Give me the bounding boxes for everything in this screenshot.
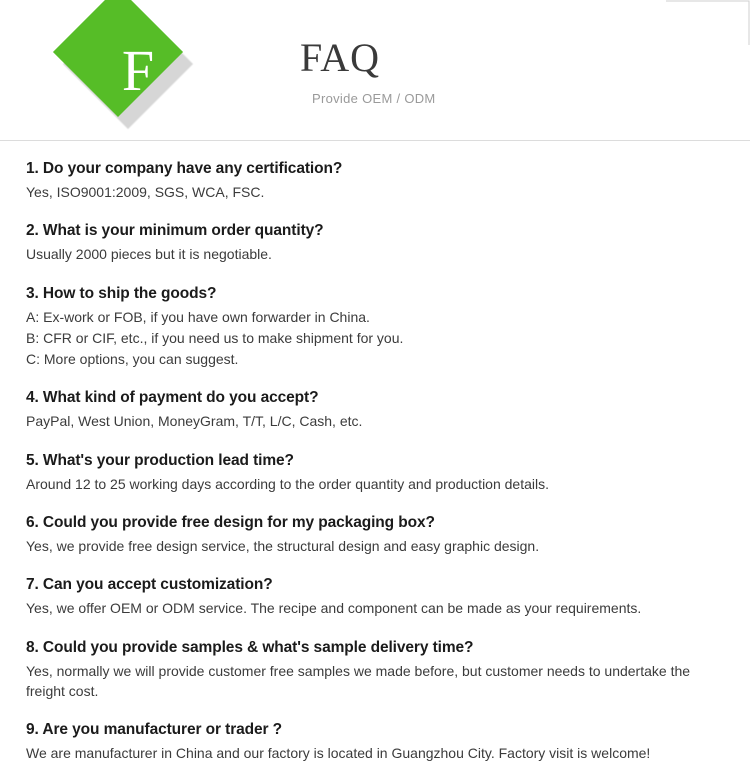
faq-item xyxy=(26,639,724,702)
faq-question: 5. What's your production lead time? xyxy=(26,451,294,469)
faq-list xyxy=(26,160,724,764)
page-title: FAQ xyxy=(300,35,381,80)
faq-answer: Around 12 to 25 working days according to the order quantity and production details. xyxy=(26,475,549,492)
page-subtitle: Provide OEM / ODM xyxy=(312,91,436,106)
faq-item xyxy=(26,222,724,264)
faq-question: 6. Could you provide free design for my packaging box? xyxy=(26,514,435,532)
faq-item xyxy=(26,285,724,370)
faq-answer: Yes, we offer OEM or ODM service. The recipe and component can be made as your requirements. xyxy=(26,600,642,617)
faq-question: 7. Can you accept customization? xyxy=(26,576,273,594)
faq-answer: B: CFR or CIF, etc., if you need us to make shipment for you. xyxy=(26,329,404,346)
faq-item xyxy=(26,721,724,763)
faq-header xyxy=(0,0,750,140)
faq-answer: We are manufacturer in China and our factory is located in Guangzhou City. Factory visit is welcome! xyxy=(26,745,651,762)
faq-answer: Yes, normally we will provide customer free samples we made before, but customer needs to undertake the freight cost. xyxy=(26,662,691,699)
faq-item xyxy=(26,514,724,556)
faq-answer: C: More options, you can suggest. xyxy=(26,351,239,368)
faq-answer: A: Ex-work or FOB, if you have own forwarder in China. xyxy=(26,308,370,325)
faq-answer: Yes, we provide free design service, the structural design and easy graphic design. xyxy=(26,538,540,555)
brand-logo xyxy=(72,6,202,136)
faq-item xyxy=(26,452,724,494)
header-divider xyxy=(0,140,750,141)
logo-letter: F xyxy=(121,38,155,103)
faq-answer: Usually 2000 pieces but it is negotiable. xyxy=(26,246,272,263)
faq-question: 9. Are you manufacturer or trader ? xyxy=(26,721,283,739)
faq-answer: Yes, ISO9001:2009, SGS, WCA, FSC. xyxy=(26,184,265,200)
faq-question: 3. How to ship the goods? xyxy=(26,284,217,302)
faq-item xyxy=(26,576,724,618)
faq-question: 1. Do your company have any certification? xyxy=(26,160,343,177)
corner-fold-decoration xyxy=(666,0,750,46)
faq-answer: PayPal, West Union, MoneyGram, T/T, L/C, Cash, etc. xyxy=(26,413,363,430)
faq-question: 8. Could you provide samples & what's sample delivery time? xyxy=(26,638,474,656)
faq-question: 4. What kind of payment do you accept? xyxy=(26,389,319,407)
faq-item xyxy=(26,160,724,202)
faq-item xyxy=(26,389,724,431)
faq-question: 2. What is your minimum order quantity? xyxy=(26,222,324,240)
header-text-block xyxy=(300,34,436,106)
